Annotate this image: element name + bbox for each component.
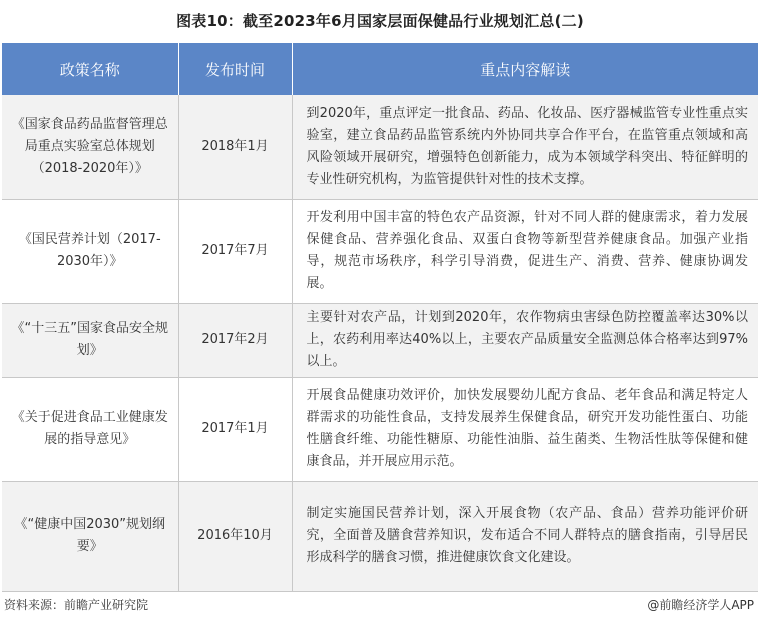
release-date-cell: 2017年1月 (178, 377, 292, 481)
source-note: 资料来源：前瞻产业研究院 (4, 598, 149, 612)
app-credit: @前瞻经济学人APP (647, 598, 754, 612)
policy-name-cell: 《“健康中国2030”规划纲要》 (2, 481, 178, 591)
policy-name-cell: 《国家食品药品监督管理总局重点实验室总体规划（2018-2020年）》 (2, 95, 178, 199)
header-release-date: 发布时间 (178, 43, 292, 95)
table-row (2, 199, 758, 303)
release-date-cell: 2017年7月 (178, 199, 292, 303)
content-cell: 主要针对农产品，计划到2020年，农作物病虫害绿色防控覆盖率达30%以上，农药利用率达40%以上，主要农产品质量安全监测总体合格率达到97%以上。 (292, 303, 758, 377)
header-policy-name: 政策名称 (2, 43, 178, 95)
table-row (2, 377, 758, 481)
page-title: 图表10：截至2023年6月国家层面保健品行业规划汇总(二) (176, 12, 584, 30)
policy-name-cell: 《关于促进食品工业健康发展的指导意见》 (2, 377, 178, 481)
release-date-cell: 2016年10月 (178, 481, 292, 591)
release-date-cell: 2018年1月 (178, 95, 292, 199)
content-cell: 开发利用中国丰富的特色农产品资源，针对不同人群的健康需求，着力发展保健食品、营养强化食品、双蛋白食物等新型营养健康食品。加强产业指导，规范市场秩序，科学引导消费，促进生产、消费、营养、健康协调发展。 (292, 199, 758, 303)
policy-name-cell: 《国民营养计划（2017-2030年）》 (2, 199, 178, 303)
content-cell: 开展食品健康功效评价，加快发展婴幼儿配方食品、老年食品和满足特定人群需求的功能性食品，支持发展养生保健食品，研究开发功能性蛋白、功能性膳食纤维、功能性糖原、功能性油脂、益生菌类、生物活性肽等保健和健康食品，并开展应用示范。 (292, 377, 758, 481)
content-cell: 到2020年，重点评定一批食品、药品、化妆品、医疗器械监管专业性重点实验室，建立食品药品监管系统内外协同共享合作平台，在监管重点领域和高风险领域开展研究，增强特色创新能力，成为本领域学科突出、特征鲜明的专业性研究机构，为监管提供针对性的技术支撑。 (292, 95, 758, 199)
table-row (2, 95, 758, 199)
header-key-content: 重点内容解读 (292, 43, 758, 95)
policy-name-cell: 《“十三五”国家食品安全规划》 (2, 303, 178, 377)
table-header-row (2, 43, 758, 95)
policy-table (2, 43, 758, 592)
release-date-cell: 2017年2月 (178, 303, 292, 377)
table-row (2, 303, 758, 377)
content-cell: 制定实施国民营养计划，深入开展食物（农产品、食品）营养功能评价研究，全面普及膳食营养知识，发布适合不同人群特点的膳食指南，引导居民形成科学的膳食习惯，推进健康饮食文化建设。 (292, 481, 758, 591)
table-row (2, 481, 758, 591)
